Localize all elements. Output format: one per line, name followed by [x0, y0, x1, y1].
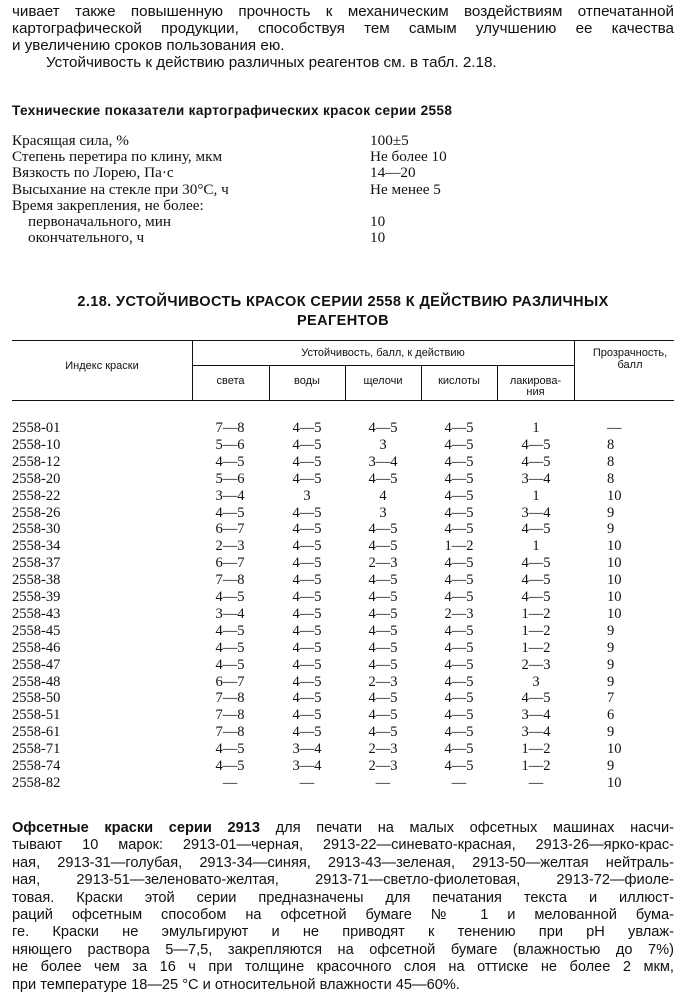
cell-varnish: 4—5 — [521, 555, 551, 572]
spec-value: Не менее 5 — [370, 180, 441, 198]
cell-acid: 2—3 — [444, 605, 474, 622]
cell-acid: 4—5 — [444, 504, 474, 521]
cell-transparency: 9 — [607, 521, 615, 538]
spec-value: 10 — [370, 229, 386, 247]
cell-varnish: 1—2 — [521, 605, 551, 622]
offset-inks-lead: Офсетные краски серии 2913 — [12, 820, 260, 836]
cell-transparency: 9 — [607, 724, 615, 741]
table-group-rule — [192, 365, 574, 366]
spec-label: Вязкость по Лорею, Па·с — [12, 164, 174, 182]
spec-value: 14—20 — [370, 164, 416, 182]
cell-alkali: 2—3 — [368, 673, 398, 690]
cell-index: 2558-48 — [12, 673, 61, 690]
spec-label: Время закрепления, не более: — [12, 196, 204, 214]
header-alkali: щелочи — [363, 375, 403, 387]
header-transparency-2: балл — [617, 359, 643, 371]
table-title-line-1: 2.18. УСТОЙЧИВОСТЬ КРАСОК СЕРИИ 2558 К ДЕЙСТВИЮ РАЗЛИЧНЫХ — [77, 294, 609, 310]
cell-varnish: 3—4 — [521, 707, 551, 724]
header-water: воды — [294, 375, 320, 387]
cell-acid: 4—5 — [444, 622, 474, 639]
bottom-line-9: не более чем за 16 ч при толщине красочного слоя на оттиске не более 2 мкм, — [12, 959, 674, 976]
cell-acid: 4—5 — [444, 436, 474, 453]
cell-varnish: 1—2 — [521, 639, 551, 656]
cell-index: 2558-39 — [12, 589, 61, 605]
cell-water: 4—5 — [292, 707, 322, 724]
spec-label: Степень перетира по клину, мкм — [12, 148, 223, 166]
cell-acid: 4—5 — [444, 673, 474, 690]
intro-table-reference: Устойчивость к действию различных реагентов см. в табл. 2.18. — [46, 54, 497, 71]
cell-transparency: 10 — [607, 487, 622, 504]
cell-water: 4—5 — [292, 724, 322, 741]
cell-light: — — [222, 774, 238, 791]
cell-varnish: 2—3 — [521, 656, 551, 673]
cell-transparency: 9 — [607, 758, 615, 774]
cell-transparency: 10 — [607, 572, 622, 589]
bottom-line-10: при температуре 18—25 °С и относительной влажности 45—60%. — [12, 976, 460, 993]
cell-index: 2558-46 — [12, 639, 61, 656]
bottom-line-7: ге. Краски не эмульгируют и не приводят к тенению при pH увлаж- — [12, 924, 674, 941]
cell-transparency: 8 — [607, 470, 615, 487]
cell-water: 4—5 — [292, 589, 322, 605]
cell-varnish: 3—4 — [521, 504, 551, 521]
cell-index: 2558-22 — [12, 487, 61, 504]
cell-index: 2558-74 — [12, 758, 61, 774]
cell-light: 3—4 — [215, 605, 245, 622]
cell-index: 2558-12 — [12, 453, 61, 470]
bottom-line-3: ная, 2913-31—голубая, 2913-34—синяя, 2913-43—зеленая, 2913-50—желтая нейтраль- — [12, 854, 674, 871]
cell-light: 6—7 — [215, 521, 245, 538]
cell-acid: 4—5 — [444, 724, 474, 741]
cell-water: 4—5 — [292, 639, 322, 656]
cell-acid: — — [451, 774, 467, 791]
cell-transparency: 10 — [607, 605, 622, 622]
cell-transparency: 7 — [607, 690, 615, 707]
cell-index: 2558-34 — [12, 538, 61, 555]
cell-acid: 4—5 — [444, 572, 474, 589]
cell-alkali: — — [375, 774, 391, 791]
cell-acid: 4—5 — [444, 589, 474, 605]
cell-transparency: 10 — [607, 589, 622, 605]
cell-transparency: 6 — [607, 707, 615, 724]
cell-water: 4—5 — [292, 470, 322, 487]
intro-line-1: чивает также повышенную прочность к механическим воздействиям отпечатанной — [12, 3, 674, 20]
cell-varnish: 4—5 — [521, 572, 551, 589]
header-transparency-1: Прозрачность, — [592, 347, 668, 359]
cell-transparency: 9 — [607, 622, 615, 639]
cell-acid: 4—5 — [444, 656, 474, 673]
cell-acid: 4—5 — [444, 758, 474, 774]
bottom-line-2: тывают 10 марок: 2913-01—черная, 2913-22—синевато-красная, 2913-26—ярко-крас- — [12, 837, 674, 854]
bottom-line-1-text: для печати на малых офсетных машинах насчи- — [260, 820, 674, 836]
cell-varnish: 3—4 — [521, 724, 551, 741]
cell-alkali: 2—3 — [368, 555, 398, 572]
cell-varnish: 1 — [532, 487, 540, 504]
header-index: Индекс краски — [65, 360, 139, 372]
cell-light: 7—8 — [215, 420, 245, 436]
bottom-line-6: раций офсетным способом на офсетной бумаге № 1 и мелованной бума- — [12, 906, 674, 923]
cell-acid: 4—5 — [444, 741, 474, 758]
cell-alkali: 4 — [379, 487, 387, 504]
cell-water: 4—5 — [292, 504, 322, 521]
bottom-line-1 — [12, 820, 674, 837]
header-varnish-1: лакирова- — [509, 375, 562, 387]
cell-alkali: 4—5 — [368, 538, 398, 555]
cell-water: 3—4 — [292, 741, 322, 758]
cell-light: 4—5 — [215, 589, 245, 605]
cell-alkali: 4—5 — [368, 420, 398, 436]
cell-water: 4—5 — [292, 572, 322, 589]
cell-varnish: 1 — [532, 420, 540, 436]
cell-acid: 4—5 — [444, 639, 474, 656]
cell-light: 5—6 — [215, 470, 245, 487]
cell-light: 4—5 — [215, 639, 245, 656]
cell-light: 4—5 — [215, 622, 245, 639]
cell-transparency: 8 — [607, 436, 615, 453]
cell-light: 6—7 — [215, 555, 245, 572]
cell-water: 4—5 — [292, 656, 322, 673]
cell-varnish: 4—5 — [521, 521, 551, 538]
cell-index: 2558-43 — [12, 605, 61, 622]
cell-varnish: 1—2 — [521, 741, 551, 758]
cell-transparency: 9 — [607, 639, 615, 656]
cell-alkali: 4—5 — [368, 724, 398, 741]
cell-alkali: 4—5 — [368, 622, 398, 639]
cell-water: 4—5 — [292, 605, 322, 622]
cell-varnish: 4—5 — [521, 436, 551, 453]
cell-light: 3—4 — [215, 487, 245, 504]
intro-line-3: и увеличению сроков пользования ею. — [12, 37, 285, 54]
cell-varnish: 4—5 — [521, 589, 551, 605]
cell-water: — — [299, 774, 315, 791]
cell-water: 4—5 — [292, 622, 322, 639]
cell-acid: 4—5 — [444, 707, 474, 724]
header-varnish-2: ния — [526, 386, 545, 398]
cell-alkali: 4—5 — [368, 690, 398, 707]
cell-water: 4—5 — [292, 521, 322, 538]
bottom-line-5: товая. Краски этой серии предназначены для печатания текста и иллюст- — [12, 889, 674, 906]
cell-index: 2558-01 — [12, 420, 61, 436]
cell-light: 2—3 — [215, 538, 245, 555]
cell-alkali: 4—5 — [368, 572, 398, 589]
cell-water: 3—4 — [292, 758, 322, 774]
cell-acid: 4—5 — [444, 470, 474, 487]
cell-alkali: 4—5 — [368, 707, 398, 724]
table-header-bottom-rule — [12, 400, 674, 401]
cell-water: 4—5 — [292, 555, 322, 572]
cell-acid: 4—5 — [444, 487, 474, 504]
spec-value: 100±5 — [370, 132, 409, 149]
cell-acid: 4—5 — [444, 555, 474, 572]
specs-title: Технические показатели картографических красок серии 2558 — [12, 103, 453, 118]
spec-label: окончательного, ч — [28, 229, 145, 247]
cell-varnish: 1—2 — [521, 758, 551, 774]
cell-light: 4—5 — [215, 453, 245, 470]
cell-light: 4—5 — [215, 758, 245, 774]
cell-light: 4—5 — [215, 504, 245, 521]
cell-light: 6—7 — [215, 673, 245, 690]
cell-light: 5—6 — [215, 436, 245, 453]
cell-varnish: 1—2 — [521, 622, 551, 639]
spec-label: первоначального, мин — [28, 213, 172, 230]
cell-water: 4—5 — [292, 538, 322, 555]
cell-acid: 4—5 — [444, 453, 474, 470]
cell-alkali: 4—5 — [368, 639, 398, 656]
cell-light: 4—5 — [215, 741, 245, 758]
cell-varnish: 3—4 — [521, 470, 551, 487]
cell-index: 2558-61 — [12, 724, 61, 741]
spec-value: 10 — [370, 213, 386, 230]
cell-transparency: 9 — [607, 656, 615, 673]
cell-varnish: 3 — [532, 673, 540, 690]
header-light: света — [216, 375, 245, 387]
cell-transparency: 8 — [607, 453, 615, 470]
cell-alkali: 4—5 — [368, 656, 398, 673]
cell-varnish: 4—5 — [521, 453, 551, 470]
spec-label: Высыхание на стекле при 30°С, ч — [12, 180, 229, 198]
header-resistance-group: Устойчивость, балл, к действию — [301, 347, 465, 359]
cell-alkali: 4—5 — [368, 470, 398, 487]
cell-index: 2558-71 — [12, 741, 61, 758]
offset-inks-paragraph — [12, 820, 674, 994]
cell-acid: 1—2 — [444, 538, 474, 555]
cell-light: 4—5 — [215, 656, 245, 673]
cell-transparency: 9 — [607, 673, 615, 690]
cell-alkali: 3—4 — [368, 453, 398, 470]
header-acid: кислоты — [438, 375, 480, 387]
cell-acid: 4—5 — [444, 690, 474, 707]
cell-water: 4—5 — [292, 420, 322, 436]
cell-transparency: — — [607, 420, 622, 436]
cell-index: 2558-47 — [12, 656, 61, 673]
cell-varnish: 1 — [532, 538, 540, 555]
cell-index: 2558-37 — [12, 555, 61, 572]
cell-transparency: 9 — [607, 504, 615, 521]
cell-index: 2558-10 — [12, 436, 61, 453]
cell-acid: 4—5 — [444, 521, 474, 538]
cell-index: 2558-30 — [12, 521, 61, 538]
cell-alkali: 4—5 — [368, 605, 398, 622]
cell-index: 2558-82 — [12, 774, 61, 791]
cell-index: 2558-50 — [12, 690, 61, 707]
bottom-line-4: ная, 2913-51—зеленовато-желтая, 2913-71—светло-фиолетовая, 2913-72—фиолe- — [12, 872, 674, 889]
cell-water: 4—5 — [292, 673, 322, 690]
bottom-line-8: няющего раствора 5—7,5, закрепляются на офсетной бумаге (влажностью до 7%) — [12, 941, 674, 958]
cell-acid: 4—5 — [444, 420, 474, 436]
cell-water: 4—5 — [292, 453, 322, 470]
cell-alkali: 2—3 — [368, 758, 398, 774]
cell-index: 2558-20 — [12, 470, 61, 487]
cell-light: 7—8 — [215, 707, 245, 724]
cell-alkali: 3 — [379, 504, 387, 521]
cell-transparency: 10 — [607, 538, 622, 555]
cell-alkali: 4—5 — [368, 521, 398, 538]
cell-index: 2558-51 — [12, 707, 61, 724]
cell-light: 7—8 — [215, 690, 245, 707]
cell-water: 4—5 — [292, 690, 322, 707]
cell-transparency: 10 — [607, 555, 622, 572]
cell-transparency: 10 — [607, 741, 622, 758]
cell-varnish: 4—5 — [521, 690, 551, 707]
cell-index: 2558-38 — [12, 572, 61, 589]
intro-line-2: картографической продукции, способствуя тем самым улучшению ее качества — [12, 20, 674, 37]
cell-alkali: 2—3 — [368, 741, 398, 758]
cell-varnish: — — [528, 774, 544, 791]
spec-value: Не более 10 — [370, 148, 447, 166]
cell-index: 2558-26 — [12, 504, 61, 521]
cell-water: 4—5 — [292, 436, 322, 453]
spec-label: Красящая сила, % — [12, 132, 129, 149]
cell-alkali: 3 — [379, 436, 387, 453]
cell-light: 7—8 — [215, 572, 245, 589]
cell-water: 3 — [303, 487, 311, 504]
cell-transparency: 10 — [607, 774, 622, 791]
cell-index: 2558-45 — [12, 622, 61, 639]
cell-light: 7—8 — [215, 724, 245, 741]
cell-alkali: 4—5 — [368, 589, 398, 605]
table-title-line-2: РЕАГЕНТОВ — [296, 313, 390, 329]
